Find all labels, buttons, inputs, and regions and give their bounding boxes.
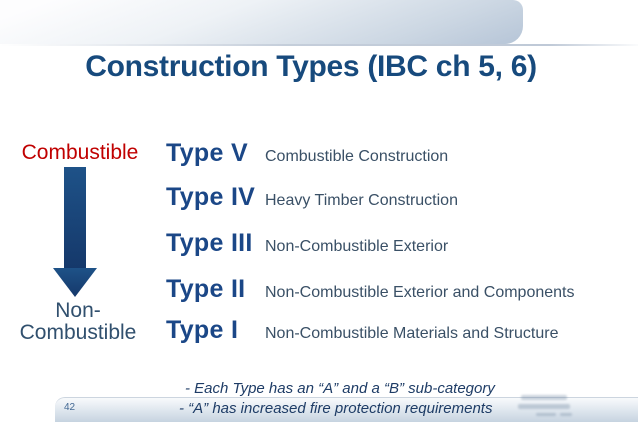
- type-v-description: Combustible Construction: [265, 148, 449, 165]
- type-iv-label: Type IV: [166, 183, 256, 211]
- page-number: 42: [64, 402, 76, 413]
- type-ii-label: Type II: [166, 275, 246, 303]
- type-ii-description: Non-Combustible Exterior and Components: [265, 284, 575, 301]
- type-iii-description: Non-Combustible Exterior: [265, 238, 449, 255]
- combustible-label: Combustible: [21, 141, 139, 164]
- down-arrow-icon: [50, 165, 100, 299]
- type-row-iii: [166, 229, 448, 258]
- type-row-iv: [166, 183, 458, 212]
- footnotes: [179, 379, 495, 419]
- footnote-line-1: - Each Type has an “A” and a “B” sub-category: [185, 380, 495, 397]
- watermark-line: [536, 413, 556, 416]
- watermark-line: [560, 413, 572, 416]
- type-row-v: [166, 139, 448, 168]
- header-divider: [0, 44, 638, 46]
- page-title: Construction Types (IBC ch 5, 6): [85, 50, 537, 83]
- watermark-line: [521, 395, 567, 400]
- non-combustible-line1: Non-: [55, 299, 101, 322]
- type-i-label: Type I: [166, 316, 239, 344]
- type-iii-label: Type III: [166, 229, 253, 257]
- type-i-description: Non-Combustible Materials and Structure: [265, 325, 559, 342]
- watermark-line: [518, 404, 570, 409]
- type-row-i: [166, 316, 558, 345]
- non-combustible-line2: Combustible: [19, 321, 137, 344]
- footnote-line-2: - “A” has increased fire protection requirements: [179, 400, 493, 417]
- non-combustible-label: [8, 300, 148, 344]
- type-v-label: Type V: [166, 139, 248, 167]
- type-row-ii: [166, 275, 574, 304]
- top-banner: [0, 0, 523, 44]
- type-iv-description: Heavy Timber Construction: [265, 192, 458, 209]
